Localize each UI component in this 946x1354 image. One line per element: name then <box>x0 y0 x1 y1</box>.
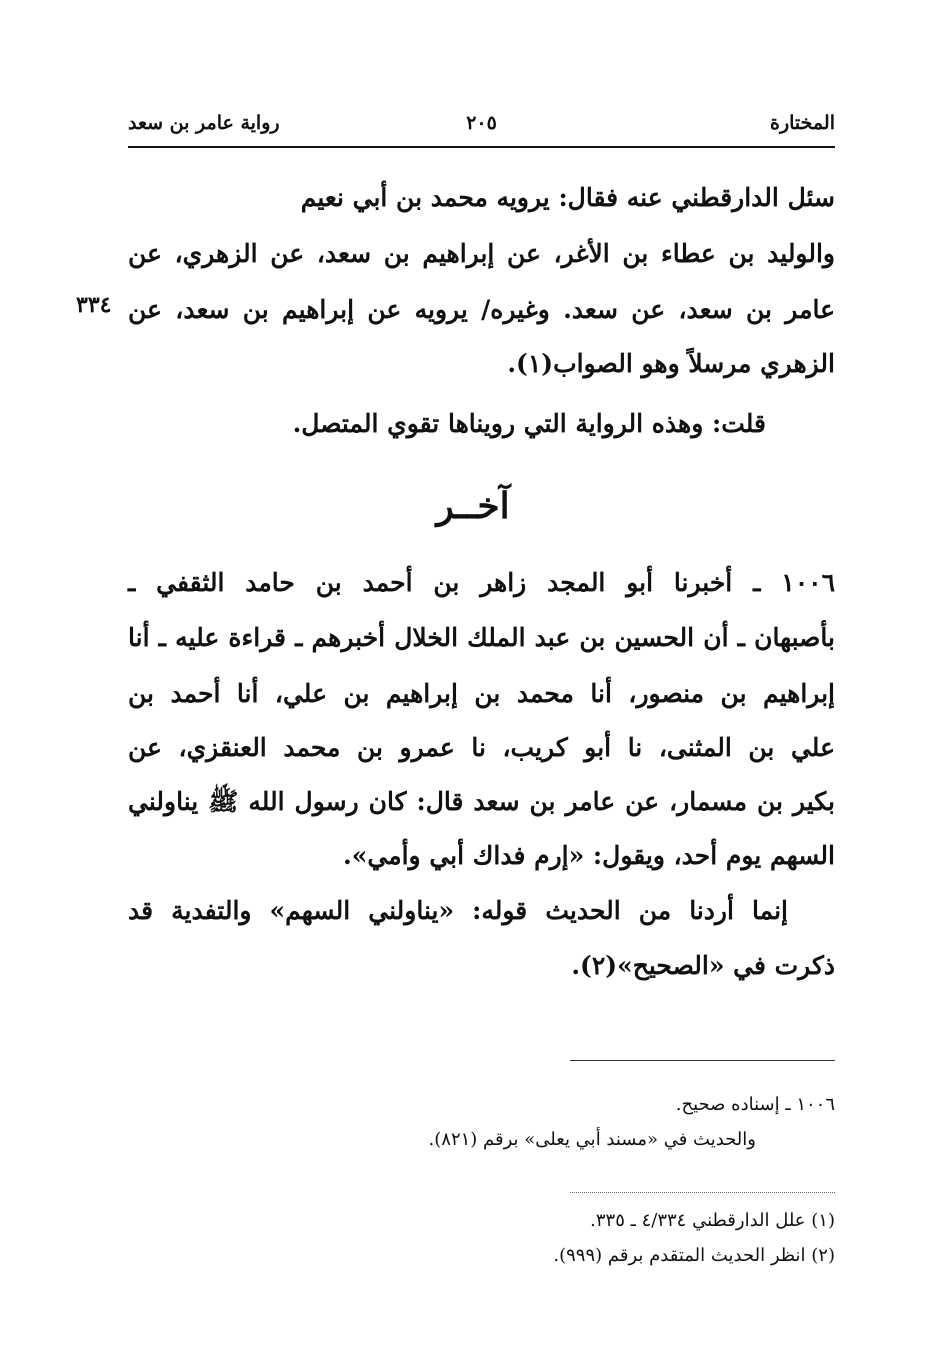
para1-line-4: الزهري مرسلاً وهو الصواب(١). <box>507 349 835 378</box>
para3-line-1: ١٠٠٦ ـ أخبرنا أبو المجد زاهر بن أحمد بن حامد الثقفي ـ <box>128 568 835 597</box>
para4-line-1: إنما أردنا من الحديث قوله: «يناولني السهم» والتفدية قد <box>128 896 788 925</box>
footnote-2: (٢) انظر الحديث المتقدم برقم (٩٩٩). <box>553 1245 835 1266</box>
para3-line-5: بكير بن مسمار، عن عامر بن سعد قال: كان رسول الله ﷺ يناولني <box>128 787 835 816</box>
para3-line-6: السهم يوم أحد، ويقول: «إرم فداك أبي وأمي». <box>343 841 835 870</box>
para1-line-2: والوليد بن عطاء بن الأغر، عن إبراهيم بن سعد، عن الزهري، عن <box>128 239 835 268</box>
para2: قلت: وهذه الرواية التي رويناها تقوي المتصل. <box>292 409 766 438</box>
footnote-hadith-grade: ١٠٠٦ ـ إسناده صحيح. <box>675 1094 835 1115</box>
para3-line-2: بأصبهان ـ أن الحسين بن عبد الملك الخلال أخبرهم ـ قراءة عليه ـ أنا <box>128 623 835 652</box>
header-rule <box>128 146 835 148</box>
running-header <box>128 112 835 142</box>
para4-line-2: ذكرت في «الصحيح»(٢). <box>571 951 835 980</box>
chapter-title: رواية عامر بن سعد <box>128 112 280 134</box>
footnote-rule <box>570 1060 835 1061</box>
footnote-dotted-rule <box>570 1192 835 1193</box>
book-title: المختارة <box>770 112 835 134</box>
margin-page-number: ٣٣٤ <box>76 292 112 318</box>
para1-line-3: عامر بن سعد، عن سعد. وغيره/ يرويه عن إبراهيم بن سعد، عن <box>128 295 835 324</box>
para1-line-1: سئل الدارقطني عنه فقال: يرويه محمد بن أبي نعيم <box>300 183 835 212</box>
page-number: ٢٠٥ <box>466 112 497 134</box>
para3-line-3: إبراهيم بن منصور، أنا محمد بن إبراهيم بن علي، أنا أحمد بن <box>128 679 835 708</box>
para3-line-4: علي بن المثنى، نا أبو كريب، نا عمرو بن محمد العنقزي، عن <box>128 733 835 762</box>
footnote-hadith-source: والحديث في «مسند أبي يعلى» برقم (٨٢١). <box>428 1129 756 1150</box>
section-title: آخــر <box>436 485 510 527</box>
footnote-1: (١) علل الدارقطني ٤/٣٣٤ ـ ٣٣٥. <box>590 1210 835 1231</box>
